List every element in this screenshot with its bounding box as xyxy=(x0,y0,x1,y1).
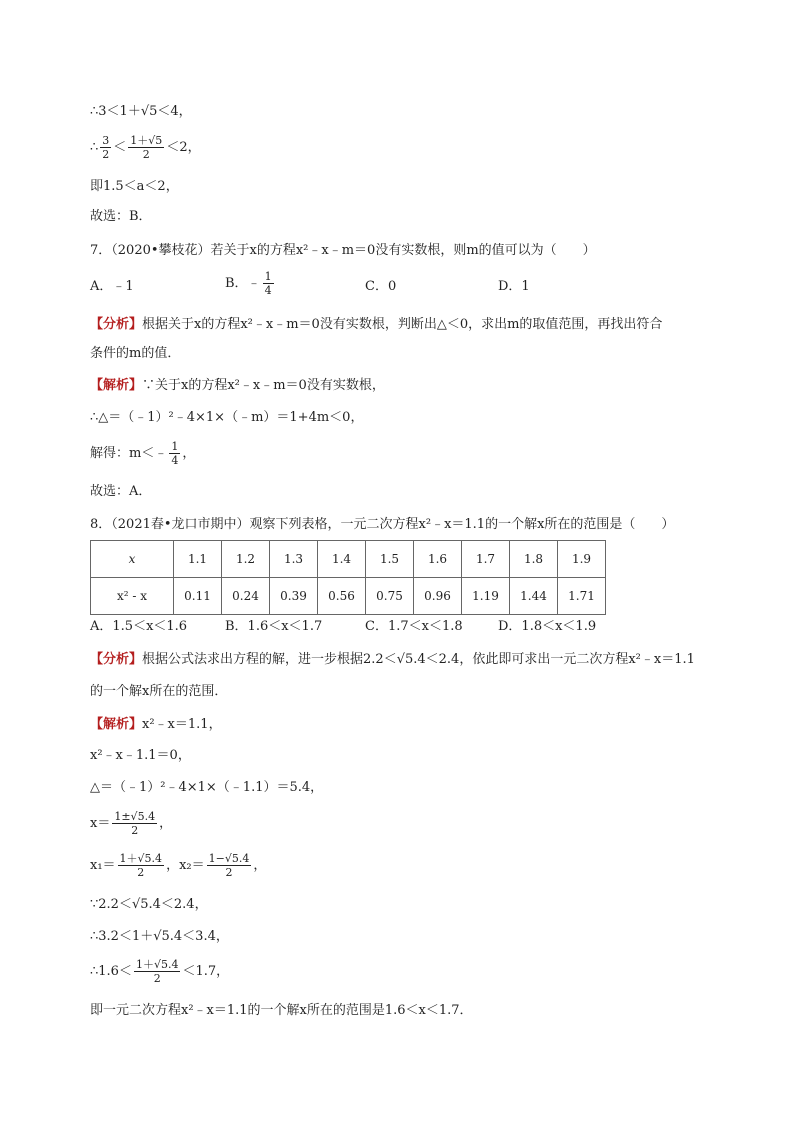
q8-analysis-line2: 的一个解x所在的范围． xyxy=(90,684,228,699)
line-inequality-sqrt5: ∴3＜1＋√5＜4， xyxy=(90,104,192,119)
line-fraction-inequality: ∴ $\frac{3}{2}$ ＜ $\frac{1+√5}{2}$ ＜2， xyxy=(90,134,201,161)
q8-step-8: ∴1.6＜ $\frac{1+√5.4}{2}$ ＜1.7， xyxy=(90,958,230,985)
q7-analysis-line1: 【分析】根据关于x的方程x²﹣x﹣m＝0没有实数根，判断出△＜0，求出m的取值范围，再找出符合 xyxy=(90,317,663,332)
solution-tag: 【解析】 xyxy=(90,378,143,393)
value-table xyxy=(90,540,606,615)
q8-option-d: D．1.8＜x＜1.9 xyxy=(498,619,597,634)
q8-solution-line1: 【解析】x²﹣x＝1.1， xyxy=(90,717,222,732)
fraction-one-plus-sqrt5-over-2: $\frac{1+√5}{2}$ xyxy=(130,134,163,161)
q7-option-a: A．﹣1 xyxy=(90,279,134,294)
q7-solution-line2: ∴△＝（﹣1）²﹣4×1×（﹣m）＝1+4m＜0， xyxy=(90,410,364,425)
q7-option-d: D．1 xyxy=(498,279,530,294)
analysis-tag: 【分析】 xyxy=(90,317,143,332)
q8-step-6: ∵2.2＜√5.4＜2.4， xyxy=(90,897,208,912)
q7-analysis-line2: 条件的m的值． xyxy=(90,346,181,361)
q7-solution-line1: 【解析】∵关于x的方程x²﹣x﹣m＝0没有实数根， xyxy=(90,378,385,393)
q8-step-7: ∴3.2＜1＋√5.4＜3.4， xyxy=(90,929,229,944)
fraction-three-halves: $\frac{3}{2}$ xyxy=(102,134,110,161)
q8-option-a: A．1.5＜x＜1.6 xyxy=(90,619,188,634)
q8-analysis-line1: 【分析】根据公式法求出方程的解，进一步根据2.2＜√5.4＜2.4，依此即可求出一元二次方程x²﹣x＝1.1 xyxy=(90,652,695,667)
analysis-tag: 【分析】 xyxy=(90,652,143,667)
q7-option-c: C．0 xyxy=(365,279,397,294)
q8-step-3: △＝（﹣1）²﹣4×1×（﹣1.1）＝5.4， xyxy=(90,780,324,795)
q7-solution-line3: 解得：m＜﹣ $\frac{1}{4}$ ， xyxy=(90,440,196,467)
q7-answer: 故选：A． xyxy=(90,484,152,499)
q8-step-2: x²﹣x﹣1.1＝0， xyxy=(90,748,191,763)
line-answer-b: 故选：B． xyxy=(90,209,152,224)
line-range-a: 即1.5＜a＜2， xyxy=(90,179,179,194)
q8-stem: 8．（2021春•龙口市期中）观察下列表格，一元二次方程x²﹣x＝1.1的一个解x所在的范围是（ ） xyxy=(90,517,675,532)
q8-option-b: B．1.6＜x＜1.7 xyxy=(225,619,323,634)
q7-option-b: B．﹣ $\frac{1}{4}$ xyxy=(225,270,272,297)
q8-step-5: x₁＝ $\frac{1+√5.4}{2}$ ，x₂＝ $\frac{1-√5.4}{2}$ ， xyxy=(90,852,267,879)
q7-stem: 7．（2020•攀枝花）若关于x的方程x²﹣x﹣m＝0没有实数根，则m的值可以为（ ） xyxy=(90,243,596,258)
q8-step-4: x＝ $\frac{1\pm√5.4}{2}$ ， xyxy=(90,810,173,837)
solution-tag: 【解析】 xyxy=(90,717,143,732)
table-row-x: x 1.1 1.2 1.3 1.4 1.5 1.6 1.7 1.8 1.9 xyxy=(91,541,606,578)
q8-option-c: C．1.7＜x＜1.8 xyxy=(365,619,463,634)
table-row-x2-minus-x: x² - x 0.11 0.24 0.39 0.56 0.75 0.96 1.19 1.44 1.71 xyxy=(91,578,606,615)
q8-conclusion: 即一元二次方程x²﹣x＝1.1的一个解x所在的范围是1.6＜x＜1.7． xyxy=(90,1003,473,1018)
